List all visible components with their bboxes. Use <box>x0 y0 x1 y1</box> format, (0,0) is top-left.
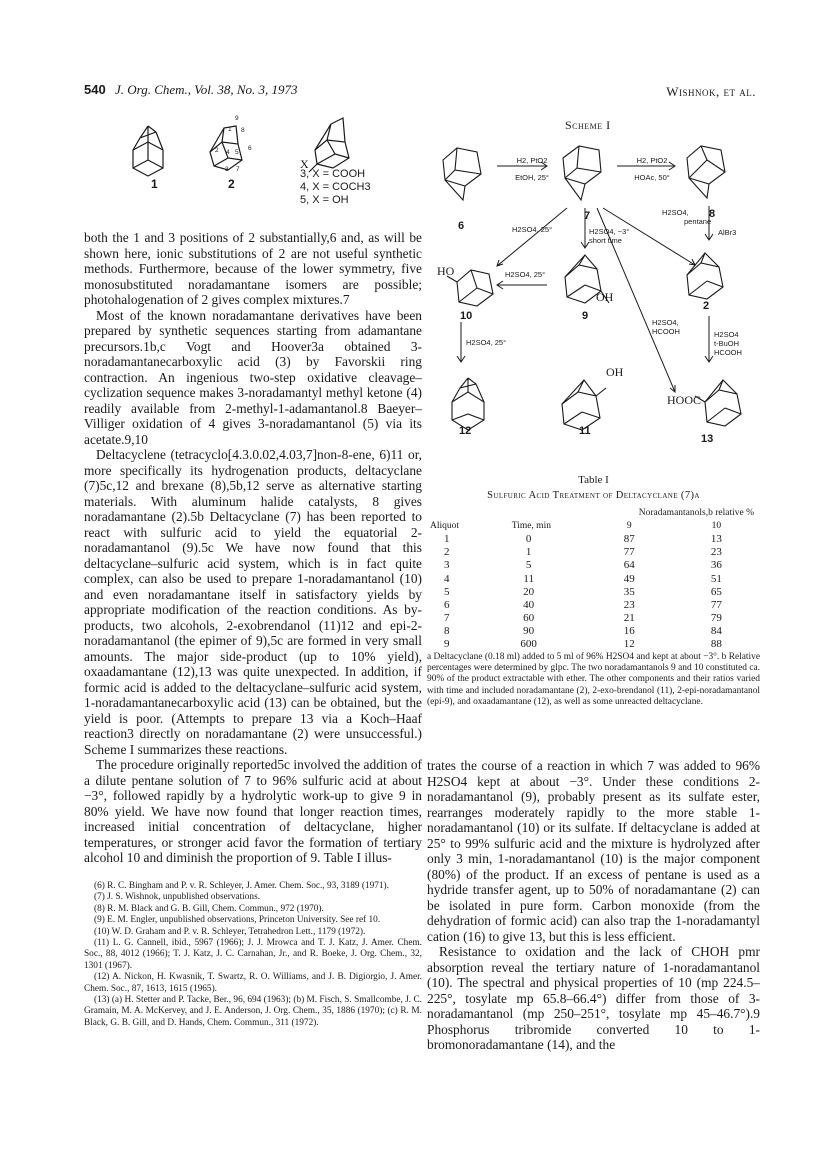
deltacyclane-structure <box>563 146 601 200</box>
scheme-title: Scheme I <box>565 118 611 132</box>
table-row <box>430 572 760 585</box>
reagent-2-to-13: H2SO4 t-BuOH HCOOH <box>714 330 742 357</box>
reagent-7-to-13: H2SO4, HCOOH <box>652 318 680 336</box>
footnote: (8) R. M. Black and G. B. Gill, Chem. Commun., 972 (1970). <box>94 903 324 914</box>
table-cell: 5 <box>525 559 532 572</box>
table-cell: 60 <box>523 612 535 625</box>
reagent-7-to-10: H2SO4, 25° <box>512 225 553 234</box>
table-subtitle: Sulfuric Acid Treatment of Deltacyclane (7)a <box>487 490 700 501</box>
paragraph: trates the course of a reaction in which 7 was added to 96% H2SO4 kept at about −3°. Under these conditions 2-noradamantanol (9), probably present as its sulfate ester, rearranges moderately rapidly to the more stable 1-noradamantanol (10) or its sulfate. If deltacyclane is added at 25° to 99% sulfuric acid and the mixture is hydrolyzed after only 3 min, 1-noradamantanol (10) is the major component (80%) of the product. If an excess of pentane is used as a hydride transfer agent, up to 50% of noradamantane (2) can be isolated in pure form. Carbon monoxide (from the dehydration of formic acid) can also trap the 1-noradamantyl cation (16) to give 13, but this is less efficient. <box>427 758 760 944</box>
paragraph: both the 1 and 3 positions of 2 substantially,6 and, as will be shown here, ionic substitutions of 2 are not useful synthetic methods. Furthermore, because of the lower symmetry, five monosubstituted noradamantane isomers are possible; photohalogenation of 2 gives complex mixtures.7 <box>84 230 422 307</box>
group-oh-11: OH <box>606 365 624 379</box>
table-cell: 90 <box>523 625 535 638</box>
footnote: (10) W. D. Graham and P. v. R. Schleyer, Tetrahedron Lett., 1179 (1972). <box>94 926 366 937</box>
right-column-text <box>427 758 760 1053</box>
table-cell: 1 <box>444 532 450 545</box>
page-number: 540 <box>84 82 106 97</box>
scheme-label-13: 13 <box>701 433 714 445</box>
table-row <box>430 532 760 545</box>
group-hooc: HOOC <box>667 393 702 407</box>
table-cell: 77 <box>623 546 635 559</box>
column-header: Aliquot <box>430 520 460 531</box>
table-cell: 40 <box>523 598 535 611</box>
scheme-label-10: 10 <box>460 310 473 322</box>
table-row <box>430 638 760 651</box>
table-cell: 88 <box>710 638 722 651</box>
running-header-left <box>84 82 298 98</box>
table-cell: 0 <box>525 532 532 545</box>
substituted-noradamantane-structure <box>309 118 349 172</box>
compound-label-1: 1 <box>151 177 158 191</box>
table-cell: 2 <box>444 546 450 559</box>
table-cell: 13 <box>710 532 722 545</box>
table-cell: 16 <box>623 625 635 638</box>
table-cell: 49 <box>623 572 635 585</box>
table-group-header-row <box>430 506 760 519</box>
scheme-label-2: 2 <box>703 300 710 312</box>
table-cell: 77 <box>710 598 722 611</box>
table-row <box>430 585 760 598</box>
table-cell: 9 <box>444 638 450 651</box>
footnote: (11) L. G. Cannell, ibid., 5967 (1966); J. J. Mrowca and T. J. Katz, J. Amer. Chem. Soc., 88, 4012 (1966); T. J. Katz, J. C. Carnahan, Jr., and R. Boeke, J. Org. Chem., 32, 1301 (1967). <box>84 938 422 971</box>
group-oh-9: OH <box>596 290 614 304</box>
table-header-row <box>430 519 760 532</box>
noradamantanecarboxylic-acid-structure <box>695 380 741 426</box>
reagent-6-to-7: H2, PtO2 EtOH, 25° <box>515 156 549 182</box>
atom-numbering: 9 1 8 2 4 5 6 3 7 <box>215 115 252 173</box>
table-cell: 600 <box>520 638 537 651</box>
table-group-header: Noradamantanols,b relative % <box>638 507 754 518</box>
left-column-text <box>84 230 422 866</box>
paragraph: Resistance to oxidation and the lack of CHOH pmr absorption reveal the tertiary nature of 1-noradamantanol (10). The spectral and physical properties of 10 (mp 224.5–225°, tosylate mp 65.8–66.4°) differ from those of 3-noradamantanol (mp 250–251°, tosylate mp 45–46.7°).9 Phosphorus tribromide converted 10 to 1-bromonoradamantane (14), and the <box>427 944 760 1052</box>
reagent-10-to-12: H2SO4, 25° <box>466 338 507 347</box>
footnote: (7) J. S. Wishnok, unpublished observations. <box>94 892 261 903</box>
column-header: 10 <box>711 520 722 531</box>
paragraph: Most of the known noradamantane derivatives have been prepared by synthetic sequences starting from adamantane precursors.1b,c Vogt and Hoover3a obtained 3-noradamantanecarboxylic acid (3) by Favorskii ring contraction. An ingenious two-step oxidative cleavage–cyclization sequence makes 3-noradamantyl methyl ketone (4) readily available from 2-methyl-1-adamantanol.8 Baeyer–Villiger oxidation of 4 gives 3-noradamantanol (5) via its acetate.9,10 <box>84 307 422 447</box>
table-cell: 35 <box>623 585 635 598</box>
table-row <box>430 625 760 638</box>
compound-label-2: 2 <box>228 177 235 191</box>
table-cell: 7 <box>444 612 450 625</box>
table-cell: 20 <box>523 585 535 598</box>
group-ho: HO <box>437 264 455 278</box>
table-cell: 84 <box>710 625 722 638</box>
table-row <box>430 559 760 572</box>
table-cell: 12 <box>623 638 635 651</box>
table-footnote: a Deltacyclane (0.18 ml) added to 5 ml of 96% H2SO4 and kept at about −3°. b Relative percentages were determined by glpc. The two noradamantanols 9 and 10 constituted ca. 90% of the product extractable with ether. The other components and their ratios varied with time and included noradamantane (2), 2-exo-brendanol (11), 2-epi-noradamantanol (epi-9), and oxaadamantane (12), as well as some unreacted deltacyclane. <box>427 652 760 707</box>
scheme-label-12: 12 <box>459 425 472 437</box>
table-cell: 11 <box>523 572 534 585</box>
table-row <box>430 598 760 611</box>
substituent-x: X <box>300 157 309 171</box>
compound-3-5-legend: 3, X = COOH 4, X = COCH3 5, X = OH <box>300 168 371 206</box>
reagent-7-to-2: H2SO4, pentane <box>662 208 712 226</box>
table-cell: 6 <box>444 598 450 611</box>
adamantane-structure <box>133 126 163 176</box>
footnote: (9) E. M. Engler, unpublished observations, Princeton University. See ref 10. <box>94 915 381 926</box>
table-cell: 36 <box>710 559 722 572</box>
running-header-authors: Wishnok, et al. <box>666 84 756 99</box>
table-cell: 4 <box>444 572 450 585</box>
table-cell: 79 <box>710 612 722 625</box>
scheme-label-9: 9 <box>582 310 589 322</box>
table-cell: 3 <box>444 559 450 572</box>
table-cell: 65 <box>710 585 722 598</box>
brexane-structure <box>687 146 725 198</box>
paragraph: The procedure originally reported5c involved the addition of a dilute pentane solution of 7 to 96% sulfuric acid at about −3°, followed rapidly by a hydrolytic work-up to give 9 in 80% yield. We have now found that longer reaction times, increased initial concentration of deltacyclane, higher temperatures, or stronger acid favor the formation of tertiary alcohol 10 and diminish the proportion of 9. Table I illus- <box>84 757 422 865</box>
table-body <box>430 532 760 651</box>
reagent-8-to-2: AlBr3 <box>718 228 737 237</box>
table-row <box>430 546 760 559</box>
scheme-label-7: 7 <box>584 210 591 222</box>
column-header: 9 <box>626 520 632 531</box>
column-header: Time, min <box>511 520 551 531</box>
table-cell: 23 <box>710 546 722 559</box>
table-cell: 64 <box>623 559 635 572</box>
footnote: (13) (a) H. Stetter and P. Tacke, Ber., 96, 694 (1963); (b) M. Fisch, S. Smallcombe, J. C. Gramain, M. A. McKervey, and J. E. Anderson, J. Org. Chem., 35, 1886 (1970); (c) R. M. Black, G. B. Gill, and D. Hands, Chem. Commun., 311 (1972). <box>84 995 422 1028</box>
table-cell: 5 <box>444 585 450 598</box>
reagent-7-to-9: H2SO4, −3° short time <box>589 227 630 245</box>
data-table <box>430 506 760 651</box>
table-cell: 1 <box>525 546 532 559</box>
table-cell: 23 <box>623 598 635 611</box>
journal-citation: J. Org. Chem., Vol. 38, No. 3, 1973 <box>114 82 298 97</box>
reagent-9-to-10: H2SO4, 25° <box>505 270 546 279</box>
paragraph: Deltacyclene (tetracyclo[4.3.0.02,4.03,7]non-8-ene, 6)11 or, more specifically its hydrogenation products, deltacyclane (7)5c,12 and brexane (8),5b,12 serve as alternative starting materials. With aluminum halide catalysts, 8 gives noradamantane (2).5b Deltacyclane (7) has been reported to react with sulfuric acid to yield the equatorial 2-noradamantanol (9).5c We have now found that this deltacyclane–sulfuric acid system, which is in fact quite complex, can also be used to prepare 1-noradamantanol (10) and even noradamantane itself in satisfactory yields by appropriate modification of the reaction conditions. As by-products, two alcohols, 2-exobrendanol (11)12 and epi-2-noradamantanol (the epimer of 9),5c are formed in very small amounts. The major side-product (up to 10% yield), oxaadamantane (12),13 was quite unexpected. In addition, if formic acid is added to the deltacyclane–sulfuric acid system, 1-noradamantanecarboxylic acid (13) can be obtained, but the yield is poor. (Attempts to prepare 13 via a Koch–Haaf reaction3 directly on noradamantane (2) were unsuccessful.) Scheme I summarizes these reactions. <box>84 447 422 757</box>
brendanol-structure <box>562 380 606 430</box>
footnotes <box>84 881 422 1029</box>
table-cell: 87 <box>623 532 635 545</box>
table-cell: 21 <box>623 612 635 625</box>
table-title: Table I <box>578 474 609 486</box>
deltacyclene-structure <box>443 148 481 200</box>
scheme-label-8: 8 <box>709 208 716 220</box>
table-cell: 51 <box>710 572 722 585</box>
scheme-label-6: 6 <box>458 220 465 232</box>
scheme-label-11: 11 <box>579 425 591 437</box>
reagent-7-to-8: H2, PtO2 HOAc, 50° <box>634 156 670 182</box>
table-row <box>430 612 760 625</box>
oxaadamantane-structure <box>452 378 484 430</box>
footnote: (6) R. C. Bingham and P. v. R. Schleyer, J. Amer. Chem. Soc., 93, 3189 (1971). <box>94 881 389 891</box>
footnote: (12) A. Nickon, H. Kwasnik, T. Swartz, R. O. Williams, and J. B. Digiorgio, J. Amer. Chem. Soc., 87, 1613, 1615 (1965). <box>84 972 422 994</box>
table-cell: 8 <box>444 625 450 638</box>
